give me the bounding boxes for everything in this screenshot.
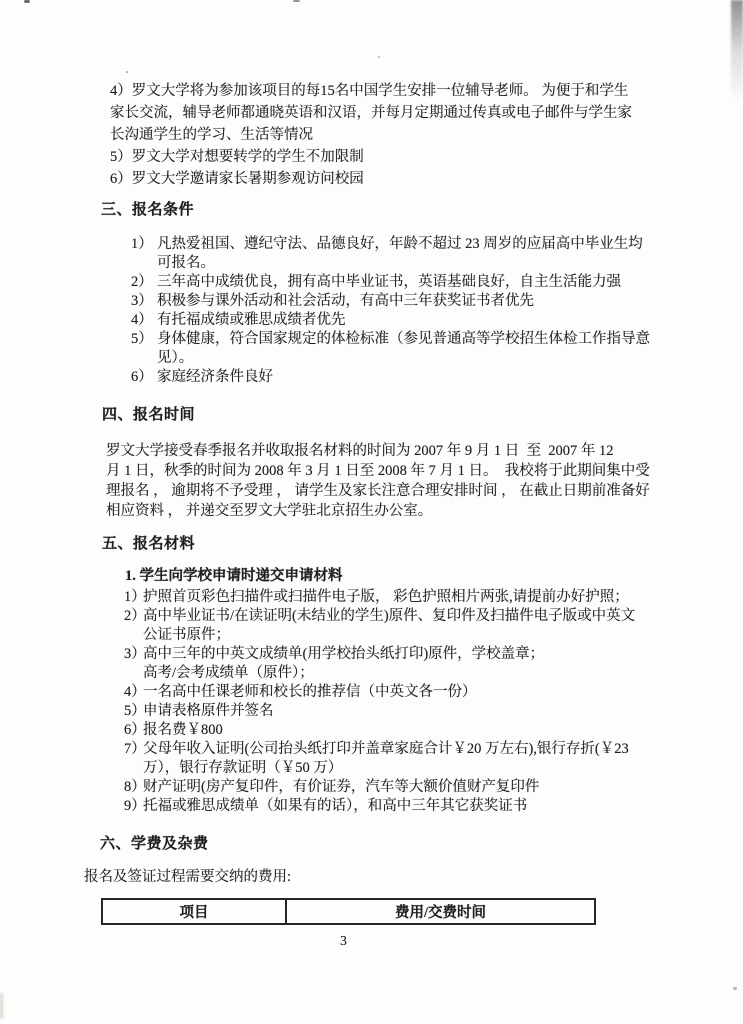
text-line: [124, 721, 635, 740]
scan-speck: [378, 56, 380, 58]
scan-smudge-top-right: [731, 0, 743, 116]
text-line: [110, 146, 632, 168]
line-text: 相应资料 ， 并递交至罗文大学驻北京招生办公室。: [106, 503, 433, 519]
section-heading-fees: 六、学费及杂费: [100, 836, 209, 852]
line-text: 见）。: [157, 350, 194, 366]
intro-list: [110, 80, 632, 190]
text-line: [124, 607, 635, 626]
line-number: 4）: [110, 83, 132, 99]
section-heading-conditions: 三、报名条件: [101, 202, 195, 218]
line-text: 报名费￥800: [143, 722, 223, 738]
line-text: 高考/会考成绩单（原件）；: [143, 665, 314, 681]
line-number: 5）: [124, 703, 146, 719]
fee-table-header-item: 项目: [102, 899, 286, 924]
conditions-list: [131, 235, 650, 387]
line-text: 积极参与课外活动和社会活动，有高中三年获奖证书者优先: [157, 293, 534, 309]
text-line: [124, 778, 635, 797]
line-number: 7）: [124, 741, 146, 757]
text-line: [131, 273, 650, 292]
text-line: [110, 168, 632, 190]
fee-table-header-cost: 费用/交费时间: [286, 899, 595, 924]
text-line: [110, 102, 632, 124]
line-text: 申请表格原件并签名: [143, 703, 274, 719]
fee-table: [101, 898, 596, 925]
line-text: 罗文大学对想要转学的学生不加限制: [131, 149, 364, 165]
text-line: [124, 797, 635, 816]
text-line: [131, 349, 650, 368]
text-line: [131, 292, 650, 311]
line-text: 公证书原件；: [143, 627, 230, 643]
scan-speck: [126, 71, 128, 73]
text-line: [124, 588, 635, 607]
line-number: 6）: [131, 369, 153, 385]
line-text: 家长交流，辅导老师都通晓英语和汉语，并每月定期通过传真或电子邮件与学生家: [110, 105, 632, 121]
text-line: [124, 702, 635, 721]
line-text: 身体健康，符合国家规定的体检标准（参见普通高等学校招生体检工作指导意: [157, 331, 650, 347]
line-text: 财产证明(房产复印件，有价证券，汽车等大额价值财产复印件: [143, 779, 540, 795]
text-line: [106, 441, 650, 461]
text-line: [124, 645, 635, 664]
text-line: [110, 124, 632, 146]
schedule-paragraph: [106, 441, 650, 521]
fee-table-header-row: [102, 899, 595, 924]
text-line: [124, 626, 635, 645]
scan-smudge-bottom-left: [0, 993, 3, 1019]
line-text: 有托福成绩或雅思成绩者优先: [157, 312, 346, 328]
line-text: 凡热爱祖国、遵纪守法、品德良好，年龄不超过 23 周岁的应届高中毕业生均: [157, 236, 643, 252]
line-text: 月 1 日，秋季的时间为 2008 年 3 月 1 日至 2008 年 7 月 1 日。 我校将于此期间集中受: [106, 463, 650, 479]
line-number: 3）: [124, 646, 146, 662]
line-text: 高中三年的中英文成绩单(用学校抬头纸打印)原件，学校盖章；: [143, 646, 545, 662]
line-number: 8）: [124, 779, 146, 795]
line-number: 4）: [124, 684, 146, 700]
text-line: [124, 759, 635, 778]
materials-list: [124, 588, 635, 816]
section-heading-schedule: 四、报名时间: [102, 407, 196, 423]
line-number: 6）: [110, 171, 132, 187]
line-number: 4）: [131, 312, 153, 328]
line-text: 父母年收入证明(公司抬头纸打印并盖章家庭合计￥20 万左右),银行存折(￥23: [143, 741, 629, 757]
line-text: 万），银行存款证明（￥50 万）: [143, 760, 343, 776]
line-number: 6）: [124, 722, 146, 738]
line-text: 理报名 ， 逾期将不予受理 ， 请学生及家长注意合理安排时间 ， 在截止日期前准备好: [106, 483, 650, 499]
line-number: 2）: [131, 274, 153, 290]
line-text: 高中毕业证书/在读证明(未结业的学生)原件、复印件及扫描件电子版或中英文: [143, 608, 636, 624]
text-line: [131, 311, 650, 330]
line-number: 5）: [131, 331, 153, 347]
text-line: [124, 740, 635, 759]
text-line: [131, 254, 650, 273]
line-text: 长沟通学生的学习、生活等情况: [110, 127, 313, 143]
section-heading-materials: 五、报名材料: [102, 536, 196, 552]
text-line: [124, 664, 635, 683]
line-text: 护照首页彩色扫描件或扫描件电子版， 彩色护照相片两张,请提前办好护照；: [143, 589, 629, 605]
text-line: [106, 501, 650, 521]
line-text: 罗文大学接受春季报名并收取报名材料的时间为 2007 年 9 月 1 日 至 2007 年 12: [106, 443, 614, 459]
line-text: 罗文大学将为参加该项目的每15名中国学生安排一位辅导老师。 为便于和学生: [131, 83, 629, 99]
fees-intro-text: 报名及签证过程需要交纳的费用:: [84, 869, 292, 885]
line-text: 托福或雅思成绩单（如果有的话），和高中三年其它获奖证书: [143, 798, 528, 814]
line-number: 1）: [124, 589, 146, 605]
text-line: [110, 80, 632, 102]
scan-speck: [733, 987, 737, 990]
text-line: [106, 461, 650, 481]
line-text: 可报名。: [157, 255, 215, 271]
line-number: 1）: [131, 236, 153, 252]
line-number: 9）: [124, 798, 146, 814]
scan-speck: [293, 0, 300, 2]
text-line: [124, 683, 635, 702]
materials-subheading: 1. 学生向学校申请时递交申请材料: [125, 568, 343, 584]
text-line: [131, 235, 650, 254]
page-number: 3: [340, 933, 347, 948]
scan-speck: [24, 0, 30, 3]
text-line: [106, 481, 650, 501]
line-number: 3）: [131, 293, 153, 309]
line-number: 5）: [110, 149, 132, 165]
text-line: [131, 368, 650, 387]
text-line: [131, 330, 650, 349]
line-text: 三年高中成绩优良，拥有高中毕业证书，英语基础良好，自主生活能力强: [157, 274, 621, 290]
line-text: 家庭经济条件良好: [157, 369, 273, 385]
line-number: 2）: [124, 608, 146, 624]
line-text: 罗文大学邀请家长暑期参观访问校园: [131, 171, 364, 187]
line-text: 一名高中任课老师和校长的推荐信（中英文各一份）: [143, 684, 477, 700]
